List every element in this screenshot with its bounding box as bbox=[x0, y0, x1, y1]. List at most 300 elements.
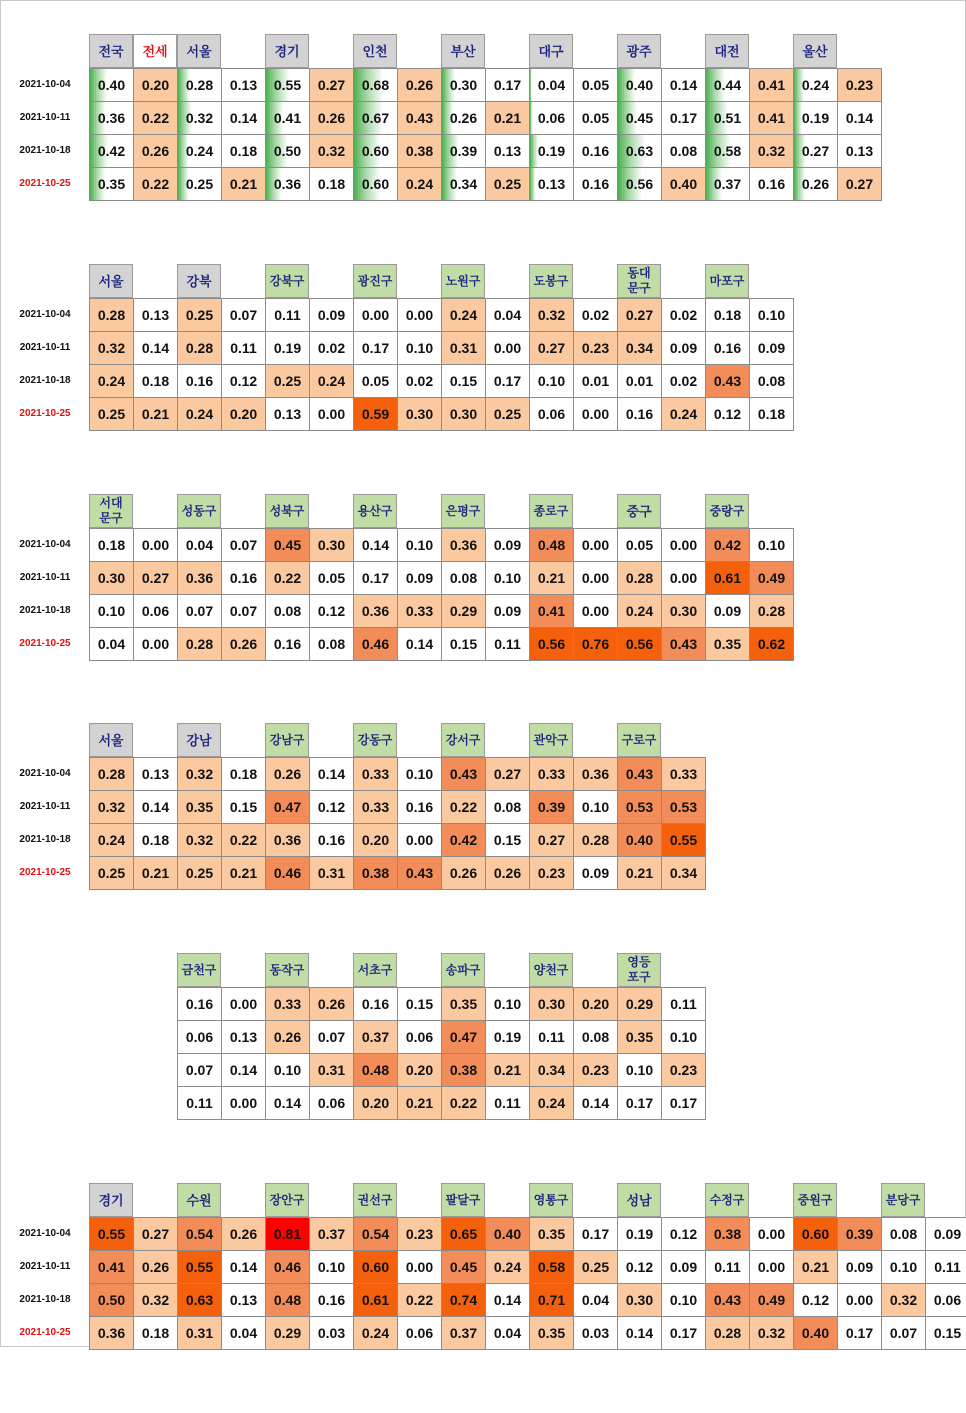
column-header: 울산 bbox=[793, 34, 837, 68]
value-cell: 0.42 bbox=[90, 135, 134, 168]
row-date-label: 2021-10-25 bbox=[19, 867, 71, 878]
value-cell: 0.27 bbox=[134, 1218, 178, 1251]
value-cell: 0.34 bbox=[662, 857, 706, 890]
value-cell: 0.32 bbox=[90, 332, 134, 365]
value-cell: 0.25 bbox=[90, 398, 134, 431]
value-cell: 0.10 bbox=[398, 758, 442, 791]
value-cell: 0.32 bbox=[882, 1284, 926, 1317]
value-cell: 0.54 bbox=[178, 1218, 222, 1251]
column-header: 동대 문구 bbox=[617, 264, 661, 298]
value-cell: 0.49 bbox=[750, 1284, 794, 1317]
column-header: 은평구 bbox=[441, 494, 485, 528]
value-cell: 0.16 bbox=[178, 365, 222, 398]
value-cell: 0.10 bbox=[90, 595, 134, 628]
column-header: 영등 포구 bbox=[617, 953, 661, 987]
value-cell: 0.10 bbox=[266, 1054, 310, 1087]
value-cell: 0.09 bbox=[706, 595, 750, 628]
value-cell: 0.33 bbox=[354, 791, 398, 824]
value-cell: 0.07 bbox=[222, 299, 266, 332]
value-cell: 0.36 bbox=[442, 529, 486, 562]
value-cell: 0.04 bbox=[574, 1284, 618, 1317]
value-cell: 0.14 bbox=[134, 332, 178, 365]
column-header: 성동구 bbox=[177, 494, 221, 528]
column-header-blank bbox=[661, 953, 705, 987]
value-cell: 0.13 bbox=[266, 398, 310, 431]
value-cell: 0.32 bbox=[134, 1284, 178, 1317]
value-cell: 0.29 bbox=[618, 988, 662, 1021]
value-cell: 0.38 bbox=[442, 1054, 486, 1087]
value-cell: 0.40 bbox=[618, 824, 662, 857]
value-cell: 0.41 bbox=[750, 69, 794, 102]
value-cell: 0.00 bbox=[574, 398, 618, 431]
value-cell: 0.58 bbox=[530, 1251, 574, 1284]
value-cell: 0.24 bbox=[794, 69, 838, 102]
value-cell: 0.30 bbox=[398, 398, 442, 431]
value-cell: 0.13 bbox=[134, 299, 178, 332]
value-cell: 0.24 bbox=[618, 595, 662, 628]
value-cell: 0.28 bbox=[178, 332, 222, 365]
value-cell: 0.40 bbox=[794, 1317, 838, 1350]
value-cell: 0.08 bbox=[882, 1218, 926, 1251]
column-header-blank bbox=[573, 723, 617, 757]
row-date-label: 2021-10-18 bbox=[19, 834, 71, 845]
value-cell: 0.35 bbox=[530, 1317, 574, 1350]
value-cell: 0.42 bbox=[442, 824, 486, 857]
value-cell: 0.18 bbox=[134, 1317, 178, 1350]
table-nationwide bbox=[0, 34, 966, 264]
value-cell: 0.25 bbox=[178, 299, 222, 332]
value-cell: 0.01 bbox=[618, 365, 662, 398]
value-cell: 0.36 bbox=[90, 102, 134, 135]
value-cell: 0.43 bbox=[662, 628, 706, 661]
column-header-blank bbox=[309, 494, 353, 528]
value-grid bbox=[177, 987, 706, 1120]
column-header: 인천 bbox=[353, 34, 397, 68]
column-header: 성남 bbox=[617, 1183, 661, 1217]
column-header-blank bbox=[309, 953, 353, 987]
value-cell: 0.60 bbox=[354, 1251, 398, 1284]
column-header: 강북구 bbox=[265, 264, 309, 298]
value-cell: 0.39 bbox=[530, 791, 574, 824]
value-cell: 0.09 bbox=[310, 299, 354, 332]
value-cell: 0.15 bbox=[442, 365, 486, 398]
value-cell: 0.40 bbox=[662, 168, 706, 201]
value-cell: 0.58 bbox=[706, 135, 750, 168]
row-date-label: 2021-10-04 bbox=[19, 79, 71, 90]
value-cell: 0.59 bbox=[354, 398, 398, 431]
value-cell: 0.11 bbox=[926, 1251, 966, 1284]
value-cell: 0.00 bbox=[574, 562, 618, 595]
row-date-label: 2021-10-25 bbox=[19, 408, 71, 419]
value-cell: 0.63 bbox=[178, 1284, 222, 1317]
value-cell: 0.31 bbox=[178, 1317, 222, 1350]
value-cell: 0.68 bbox=[354, 69, 398, 102]
row-date-label: 2021-10-11 bbox=[19, 342, 71, 353]
value-cell: 0.26 bbox=[266, 758, 310, 791]
value-cell: 0.37 bbox=[442, 1317, 486, 1350]
value-cell: 0.25 bbox=[486, 168, 530, 201]
value-cell: 0.17 bbox=[662, 1317, 706, 1350]
value-cell: 0.15 bbox=[442, 628, 486, 661]
value-cell: 0.35 bbox=[706, 628, 750, 661]
value-cell: 0.30 bbox=[530, 988, 574, 1021]
value-cell: 0.11 bbox=[178, 1087, 222, 1120]
value-cell: 0.07 bbox=[882, 1317, 926, 1350]
value-cell: 0.25 bbox=[90, 857, 134, 890]
column-header: 송파구 bbox=[441, 953, 485, 987]
value-cell: 0.01 bbox=[574, 365, 618, 398]
value-cell: 0.18 bbox=[134, 365, 178, 398]
column-header: 서울 bbox=[89, 264, 133, 298]
value-cell: 0.25 bbox=[178, 857, 222, 890]
column-header-blank bbox=[133, 494, 177, 528]
value-cell: 0.27 bbox=[530, 332, 574, 365]
value-cell: 0.11 bbox=[222, 332, 266, 365]
row-date-label: 2021-10-04 bbox=[19, 539, 71, 550]
value-cell: 0.00 bbox=[662, 529, 706, 562]
value-cell: 0.08 bbox=[310, 628, 354, 661]
value-cell: 0.00 bbox=[134, 628, 178, 661]
column-header-blank bbox=[837, 34, 881, 68]
value-cell: 0.45 bbox=[442, 1251, 486, 1284]
value-cell: 0.19 bbox=[618, 1218, 662, 1251]
value-cell: 0.47 bbox=[442, 1021, 486, 1054]
value-cell: 0.20 bbox=[354, 824, 398, 857]
value-cell: 0.00 bbox=[750, 1251, 794, 1284]
value-cell: 0.09 bbox=[662, 1251, 706, 1284]
value-cell: 0.32 bbox=[178, 102, 222, 135]
value-cell: 0.14 bbox=[838, 102, 882, 135]
column-header: 동작구 bbox=[265, 953, 309, 987]
value-cell: 0.02 bbox=[662, 365, 706, 398]
value-cell: 0.14 bbox=[486, 1284, 530, 1317]
column-header-blank bbox=[749, 494, 793, 528]
value-cell: 0.08 bbox=[662, 135, 706, 168]
column-header: 중원구 bbox=[793, 1183, 837, 1217]
column-header-blank bbox=[573, 264, 617, 298]
value-cell: 0.09 bbox=[398, 562, 442, 595]
column-header-blank bbox=[573, 1183, 617, 1217]
value-cell: 0.14 bbox=[354, 529, 398, 562]
value-cell: 0.23 bbox=[662, 1054, 706, 1087]
value-cell: 0.11 bbox=[706, 1251, 750, 1284]
value-cell: 0.27 bbox=[486, 758, 530, 791]
column-header: 광주 bbox=[617, 34, 661, 68]
value-cell: 0.48 bbox=[266, 1284, 310, 1317]
value-cell: 0.30 bbox=[662, 595, 706, 628]
column-header-blank bbox=[397, 494, 441, 528]
value-cell: 0.24 bbox=[90, 365, 134, 398]
value-cell: 0.28 bbox=[178, 69, 222, 102]
value-cell: 0.10 bbox=[530, 365, 574, 398]
value-cell: 0.27 bbox=[310, 69, 354, 102]
column-header: 서초구 bbox=[353, 953, 397, 987]
value-cell: 0.53 bbox=[618, 791, 662, 824]
value-cell: 0.14 bbox=[662, 69, 706, 102]
value-cell: 0.19 bbox=[266, 332, 310, 365]
row-date-label: 2021-10-04 bbox=[19, 768, 71, 779]
value-cell: 0.27 bbox=[618, 299, 662, 332]
value-cell: 0.07 bbox=[310, 1021, 354, 1054]
value-cell: 0.00 bbox=[838, 1284, 882, 1317]
value-cell: 0.13 bbox=[222, 1021, 266, 1054]
column-header: 서울 bbox=[177, 34, 221, 68]
value-cell: 0.08 bbox=[750, 365, 794, 398]
value-cell: 0.36 bbox=[574, 758, 618, 791]
value-cell: 0.16 bbox=[310, 824, 354, 857]
value-cell: 0.28 bbox=[706, 1317, 750, 1350]
value-cell: 0.26 bbox=[222, 1218, 266, 1251]
column-header-blank bbox=[133, 264, 177, 298]
value-cell: 0.05 bbox=[574, 102, 618, 135]
value-cell: 0.36 bbox=[178, 562, 222, 595]
value-cell: 0.55 bbox=[178, 1251, 222, 1284]
value-cell: 0.27 bbox=[838, 168, 882, 201]
value-cell: 0.38 bbox=[354, 857, 398, 890]
value-cell: 0.16 bbox=[750, 168, 794, 201]
value-cell: 0.21 bbox=[486, 1054, 530, 1087]
value-cell: 0.20 bbox=[398, 1054, 442, 1087]
value-cell: 0.06 bbox=[178, 1021, 222, 1054]
value-cell: 0.29 bbox=[442, 595, 486, 628]
value-cell: 0.23 bbox=[530, 857, 574, 890]
value-cell: 0.25 bbox=[266, 365, 310, 398]
value-cell: 0.32 bbox=[178, 758, 222, 791]
column-header: 부산 bbox=[441, 34, 485, 68]
column-header: 전국 bbox=[89, 34, 133, 68]
column-header-blank bbox=[397, 264, 441, 298]
value-cell: 0.20 bbox=[354, 1087, 398, 1120]
column-header-blank bbox=[573, 494, 617, 528]
value-cell: 0.43 bbox=[398, 102, 442, 135]
value-cell: 0.56 bbox=[530, 628, 574, 661]
column-header: 노원구 bbox=[441, 264, 485, 298]
value-cell: 0.16 bbox=[706, 332, 750, 365]
value-cell: 0.28 bbox=[90, 299, 134, 332]
value-cell: 0.00 bbox=[574, 529, 618, 562]
value-cell: 0.41 bbox=[90, 1251, 134, 1284]
value-cell: 0.14 bbox=[222, 1251, 266, 1284]
value-cell: 0.39 bbox=[838, 1218, 882, 1251]
value-cell: 0.67 bbox=[354, 102, 398, 135]
column-header-blank bbox=[133, 723, 177, 757]
row-date-label: 2021-10-18 bbox=[19, 1294, 71, 1305]
value-cell: 0.56 bbox=[618, 628, 662, 661]
value-cell: 0.13 bbox=[134, 758, 178, 791]
value-cell: 0.26 bbox=[442, 102, 486, 135]
value-cell: 0.00 bbox=[222, 988, 266, 1021]
column-header-blank bbox=[749, 264, 793, 298]
value-cell: 0.21 bbox=[134, 857, 178, 890]
value-cell: 0.28 bbox=[90, 758, 134, 791]
value-cell: 0.49 bbox=[750, 562, 794, 595]
value-cell: 0.41 bbox=[266, 102, 310, 135]
column-header: 수원 bbox=[177, 1183, 221, 1217]
value-cell: 0.30 bbox=[310, 529, 354, 562]
value-cell: 0.36 bbox=[354, 595, 398, 628]
row-date-label: 2021-10-25 bbox=[19, 178, 71, 189]
value-cell: 0.06 bbox=[134, 595, 178, 628]
value-cell: 0.31 bbox=[310, 1054, 354, 1087]
value-cell: 0.18 bbox=[134, 824, 178, 857]
value-cell: 0.19 bbox=[794, 102, 838, 135]
value-cell: 0.22 bbox=[442, 1087, 486, 1120]
column-header: 관악구 bbox=[529, 723, 573, 757]
column-header-blank bbox=[309, 264, 353, 298]
value-cell: 0.27 bbox=[794, 135, 838, 168]
column-header: 장안구 bbox=[265, 1183, 309, 1217]
value-cell: 0.06 bbox=[398, 1317, 442, 1350]
value-cell: 0.00 bbox=[310, 398, 354, 431]
value-cell: 0.35 bbox=[618, 1021, 662, 1054]
value-cell: 0.13 bbox=[222, 69, 266, 102]
value-cell: 0.05 bbox=[310, 562, 354, 595]
value-cell: 0.38 bbox=[706, 1218, 750, 1251]
value-cell: 0.11 bbox=[662, 988, 706, 1021]
value-cell: 0.25 bbox=[574, 1251, 618, 1284]
value-cell: 0.32 bbox=[90, 791, 134, 824]
value-cell: 0.23 bbox=[838, 69, 882, 102]
value-cell: 0.04 bbox=[530, 69, 574, 102]
column-header-blank bbox=[925, 1183, 966, 1217]
table-gyeonggi bbox=[0, 1183, 966, 1413]
value-cell: 0.06 bbox=[310, 1087, 354, 1120]
value-cell: 0.07 bbox=[222, 595, 266, 628]
value-cell: 0.41 bbox=[750, 102, 794, 135]
value-cell: 0.28 bbox=[574, 824, 618, 857]
value-cell: 0.31 bbox=[442, 332, 486, 365]
value-cell: 0.23 bbox=[398, 1218, 442, 1251]
value-cell: 0.06 bbox=[398, 1021, 442, 1054]
value-cell: 0.08 bbox=[266, 595, 310, 628]
value-cell: 0.04 bbox=[222, 1317, 266, 1350]
column-header-blank bbox=[221, 494, 265, 528]
column-header-blank bbox=[661, 494, 705, 528]
value-cell: 0.28 bbox=[750, 595, 794, 628]
value-cell: 0.22 bbox=[134, 168, 178, 201]
value-cell: 0.48 bbox=[530, 529, 574, 562]
value-cell: 0.08 bbox=[486, 791, 530, 824]
column-header: 강동구 bbox=[353, 723, 397, 757]
value-cell: 0.11 bbox=[486, 628, 530, 661]
value-cell: 0.26 bbox=[134, 1251, 178, 1284]
row-date-label: 2021-10-25 bbox=[19, 1327, 71, 1338]
column-header-blank bbox=[573, 34, 617, 68]
value-cell: 0.24 bbox=[442, 299, 486, 332]
column-header-blank bbox=[221, 953, 265, 987]
value-cell: 0.10 bbox=[398, 529, 442, 562]
value-cell: 0.17 bbox=[618, 1087, 662, 1120]
column-header: 영통구 bbox=[529, 1183, 573, 1217]
column-header: 강서구 bbox=[441, 723, 485, 757]
value-cell: 0.03 bbox=[310, 1317, 354, 1350]
value-cell: 0.27 bbox=[530, 824, 574, 857]
column-header-blank bbox=[133, 1183, 177, 1217]
value-cell: 0.13 bbox=[838, 135, 882, 168]
value-cell: 0.35 bbox=[90, 168, 134, 201]
value-cell: 0.10 bbox=[662, 1021, 706, 1054]
value-cell: 0.18 bbox=[706, 299, 750, 332]
column-header-blank bbox=[485, 953, 529, 987]
table-seoul-gangnam bbox=[0, 723, 966, 953]
column-header: 광진구 bbox=[353, 264, 397, 298]
column-header: 서울 bbox=[89, 723, 133, 757]
column-header-blank bbox=[485, 1183, 529, 1217]
value-cell: 0.38 bbox=[398, 135, 442, 168]
value-cell: 0.40 bbox=[618, 69, 662, 102]
column-header-blank bbox=[485, 264, 529, 298]
value-cell: 0.33 bbox=[266, 988, 310, 1021]
value-cell: 0.17 bbox=[486, 69, 530, 102]
value-cell: 0.21 bbox=[222, 168, 266, 201]
value-cell: 0.65 bbox=[442, 1218, 486, 1251]
value-cell: 0.12 bbox=[706, 398, 750, 431]
value-cell: 0.15 bbox=[926, 1317, 966, 1350]
value-cell: 0.00 bbox=[486, 332, 530, 365]
value-cell: 0.16 bbox=[354, 988, 398, 1021]
value-cell: 0.00 bbox=[398, 824, 442, 857]
value-cell: 0.19 bbox=[530, 135, 574, 168]
column-header: 중랑구 bbox=[705, 494, 749, 528]
value-cell: 0.51 bbox=[706, 102, 750, 135]
column-header-blank bbox=[397, 34, 441, 68]
value-cell: 0.00 bbox=[662, 562, 706, 595]
value-cell: 0.21 bbox=[398, 1087, 442, 1120]
value-cell: 0.32 bbox=[178, 824, 222, 857]
value-cell: 0.18 bbox=[310, 168, 354, 201]
column-header-blank bbox=[221, 723, 265, 757]
column-header-blank bbox=[397, 723, 441, 757]
value-cell: 0.24 bbox=[310, 365, 354, 398]
value-cell: 0.05 bbox=[354, 365, 398, 398]
value-cell: 0.43 bbox=[706, 1284, 750, 1317]
column-header-blank bbox=[837, 1183, 881, 1217]
value-cell: 0.30 bbox=[90, 562, 134, 595]
value-cell: 0.17 bbox=[662, 102, 706, 135]
value-cell: 0.40 bbox=[486, 1218, 530, 1251]
column-header-blank bbox=[309, 34, 353, 68]
value-cell: 0.46 bbox=[354, 628, 398, 661]
row-date-label: 2021-10-18 bbox=[19, 145, 71, 156]
value-cell: 0.24 bbox=[354, 1317, 398, 1350]
value-cell: 0.07 bbox=[178, 1054, 222, 1087]
value-cell: 0.32 bbox=[530, 299, 574, 332]
value-cell: 0.24 bbox=[90, 824, 134, 857]
value-cell: 0.55 bbox=[90, 1218, 134, 1251]
value-cell: 0.10 bbox=[618, 1054, 662, 1087]
column-header-blank bbox=[485, 34, 529, 68]
column-header-blank bbox=[221, 264, 265, 298]
column-header-blank bbox=[397, 953, 441, 987]
value-cell: 0.20 bbox=[574, 988, 618, 1021]
value-cell: 0.15 bbox=[398, 988, 442, 1021]
row-date-label: 2021-10-11 bbox=[19, 572, 71, 583]
column-header: 중구 bbox=[617, 494, 661, 528]
value-cell: 0.14 bbox=[134, 791, 178, 824]
value-cell: 0.81 bbox=[266, 1218, 310, 1251]
value-cell: 0.14 bbox=[574, 1087, 618, 1120]
value-cell: 0.30 bbox=[442, 398, 486, 431]
value-cell: 0.36 bbox=[266, 168, 310, 201]
column-header-blank bbox=[485, 494, 529, 528]
column-header: 권선구 bbox=[353, 1183, 397, 1217]
value-cell: 0.09 bbox=[486, 595, 530, 628]
value-cell: 0.26 bbox=[222, 628, 266, 661]
value-cell: 0.54 bbox=[354, 1218, 398, 1251]
table-seoul-gangnam-2 bbox=[0, 953, 966, 1183]
value-cell: 0.10 bbox=[574, 791, 618, 824]
column-header-blank bbox=[309, 723, 353, 757]
